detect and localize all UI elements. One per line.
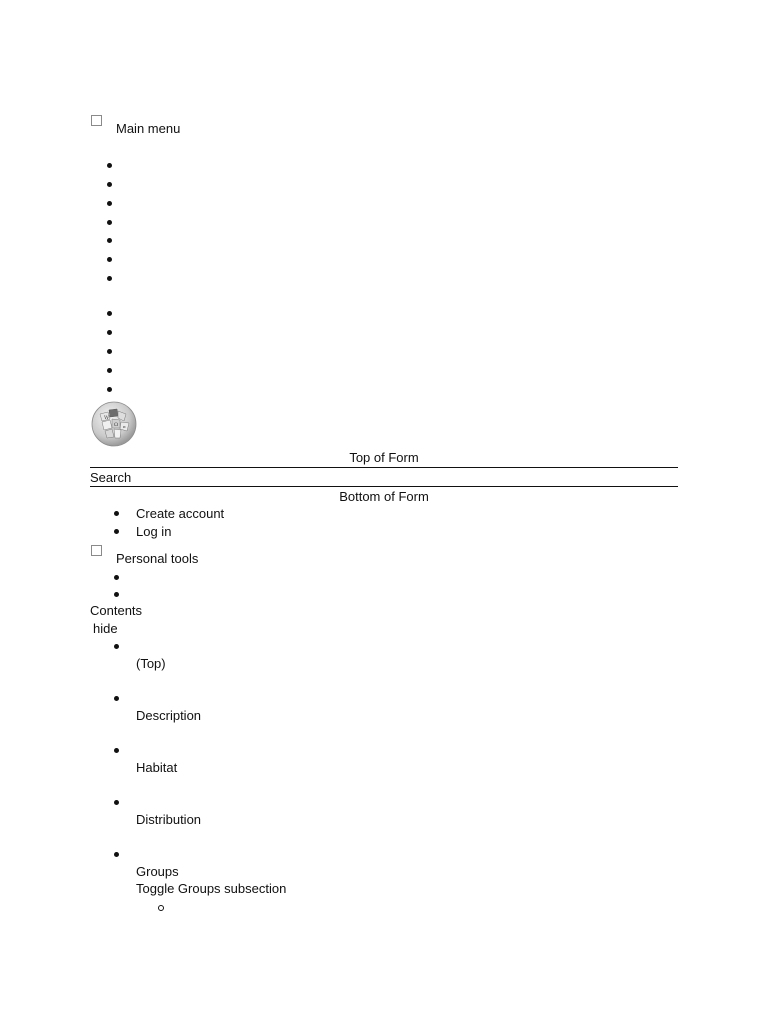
list-item (107, 311, 112, 316)
toc-item-description[interactable]: Description (136, 708, 202, 723)
list-item (107, 182, 112, 187)
search-button[interactable]: Search (90, 470, 132, 485)
list-item (114, 696, 119, 701)
main-menu-label[interactable]: Main menu (116, 121, 181, 136)
list-item (114, 644, 119, 649)
svg-text:и: и (123, 424, 126, 429)
toggle-groups-subsection-button[interactable]: Toggle Groups subsection (136, 881, 287, 896)
list-item (107, 201, 112, 206)
list-item (107, 387, 112, 392)
list-item (158, 905, 164, 911)
bottom-of-form-label: Bottom of Form (339, 489, 429, 504)
create-account-link[interactable]: Create account (136, 506, 225, 521)
form-top-divider (90, 467, 678, 468)
svg-text:W: W (104, 415, 110, 421)
log-in-link[interactable]: Log in (136, 524, 172, 539)
personal-tools-label[interactable]: Personal tools (116, 551, 199, 566)
list-item (114, 748, 119, 753)
list-item (114, 575, 119, 580)
toc-item-groups[interactable]: Groups (136, 864, 179, 879)
svg-text:Ω: Ω (114, 422, 119, 428)
toc-item-top[interactable]: (Top) (136, 656, 166, 671)
personal-tools-checkbox[interactable] (91, 545, 102, 556)
list-item (107, 257, 112, 262)
list-item (107, 330, 112, 335)
toc-item-habitat[interactable]: Habitat (136, 760, 178, 775)
list-item (114, 852, 119, 857)
list-item (107, 368, 112, 373)
list-item (114, 592, 119, 597)
list-item (107, 349, 112, 354)
toc-title: Contents (90, 603, 143, 618)
wikipedia-globe-icon[interactable] (90, 400, 138, 448)
main-menu-checkbox[interactable] (91, 115, 102, 126)
list-item (107, 163, 112, 168)
top-of-form-label: Top of Form (349, 450, 419, 465)
list-item (114, 511, 119, 516)
list-item (107, 220, 112, 225)
list-item (114, 529, 119, 534)
list-item (107, 276, 112, 281)
form-bottom-divider (90, 486, 678, 487)
toc-item-distribution[interactable]: Distribution (136, 812, 202, 827)
list-item (107, 238, 112, 243)
toc-hide-button[interactable]: hide (93, 621, 118, 636)
list-item (114, 800, 119, 805)
